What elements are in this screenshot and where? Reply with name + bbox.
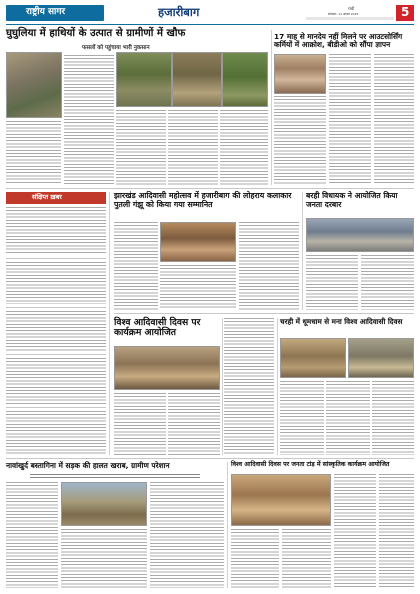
mla-photo [306, 218, 414, 252]
tribal-day-body-col-2 [168, 393, 220, 455]
column-divider-5 [277, 318, 278, 455]
brief-5-body [6, 411, 106, 455]
column-divider-2 [109, 192, 110, 455]
masthead-brand: राष्ट्रीय सागर [26, 7, 66, 17]
date-block [306, 6, 394, 20]
jantand-body-col-4 [379, 474, 414, 588]
dateline-strip [306, 17, 394, 20]
elephants-body-col-2 [64, 55, 114, 185]
road-subhead [30, 474, 200, 478]
brief-rule-4 [6, 407, 106, 408]
tribal-day-body-col-1 [114, 393, 166, 455]
brief-1-body [6, 207, 106, 255]
elephants-body-col-3 [116, 110, 166, 185]
tribal-day-body-col-3 [224, 318, 274, 455]
section-rule-2 [114, 313, 414, 314]
road-headline: नावांखुर्द बस्तागिना में सड़क की हालत खराब, ग्रामीण परेशान [6, 461, 170, 470]
masthead-brand-block [6, 5, 104, 21]
column-divider-4 [222, 318, 223, 455]
page-number-box [396, 5, 414, 21]
chauparan-body-col-2 [326, 381, 370, 455]
elephant-photo-2 [116, 52, 172, 107]
brief-rule-3 [6, 354, 106, 355]
brief-banner-label: संक्षिप्त ख़बर [32, 193, 62, 201]
city-label: रांची [348, 6, 355, 11]
tribal-day-photo [114, 346, 220, 390]
elephants-body-col-1 [6, 121, 61, 185]
brief-banner [6, 192, 106, 204]
mahotsav-body-col-1 [114, 222, 158, 310]
jantand-body-col-2 [282, 529, 331, 588]
jantand-body-col-1 [231, 529, 279, 588]
road-body-col-2 [61, 529, 147, 588]
elephants-subhead: फसलों को पहुंचाया भारी नुकसान [82, 45, 150, 51]
chauparan-body-col-3 [372, 381, 414, 455]
training-body-col-1 [274, 96, 326, 185]
brief-2-body [6, 262, 106, 304]
section-title: हजारीबाग [158, 5, 200, 19]
training-photo [274, 54, 326, 94]
date-label: सोमवार, 11 अगस्त 2025 [328, 12, 359, 16]
training-headline: 17 माह से मानदेय नहीं मिलने पर आउटसोर्सिंग कर्मियों में आक्रोश, बीडीओ को सौंपा ज्ञापन [274, 32, 403, 50]
masthead [6, 5, 414, 23]
elephant-photo-4 [222, 52, 268, 107]
column-divider-1 [271, 30, 272, 185]
mla-body-col-2 [361, 255, 414, 310]
chauparan-body-col-1 [280, 381, 324, 455]
masthead-rule [6, 24, 414, 25]
training-body-col-2 [329, 54, 371, 185]
column-divider-6 [227, 462, 228, 588]
brief-rule-2 [6, 307, 106, 308]
mahotsav-body-col-3 [239, 222, 299, 310]
page-number: 5 [401, 5, 410, 19]
tribal-day-headline: विश्व आदिवासी दिवस पर कार्यक्रम आयोजित [114, 317, 201, 339]
elephant-photo-3 [172, 52, 222, 107]
brief-rule-1 [6, 258, 106, 259]
chauparan-photo-1 [280, 338, 346, 378]
brief-3-body [6, 311, 106, 351]
road-photo [61, 482, 147, 526]
road-body-col-3 [150, 482, 224, 588]
jantand-body-col-3 [334, 474, 376, 588]
mla-body-col-1 [306, 255, 358, 310]
section-rule-3 [6, 458, 414, 459]
elephants-body-col-4 [168, 110, 218, 185]
mahotsav-photo [160, 222, 236, 262]
chauparan-photo-2 [348, 338, 414, 378]
jantand-headline: विश्व आदिवासी दिवस पर जनता टांड़ में सांस्कृतिक कार्यक्रम आयोजित [231, 461, 390, 468]
brief-4-body [6, 358, 106, 404]
jantand-photo [231, 474, 331, 526]
elephants-body-col-5 [220, 110, 268, 185]
mahotsav-headline: झारखंड आदिवासी महोत्सव में हजारीबाग की लोहराय कलाकार पुतली गंझू को किया गया सम्मानित [114, 191, 292, 209]
mla-headline: बरही विधायक ने आयोजित किया जनता दरबार [306, 191, 398, 209]
road-body-col-1 [6, 482, 58, 588]
elephant-photo-1 [6, 52, 62, 118]
chauparan-headline: चरही में धूमधाम से मना विश्व आदिवासी दिवस [280, 317, 403, 326]
mahotsav-body-col-2 [160, 265, 236, 310]
training-body-col-3 [374, 54, 414, 185]
elephants-headline: घुघुलिया में हाथियों के उत्पात से ग्रामीणों में खौफ [6, 28, 186, 39]
section-rule-1 [6, 188, 414, 189]
column-divider-3 [302, 192, 303, 310]
